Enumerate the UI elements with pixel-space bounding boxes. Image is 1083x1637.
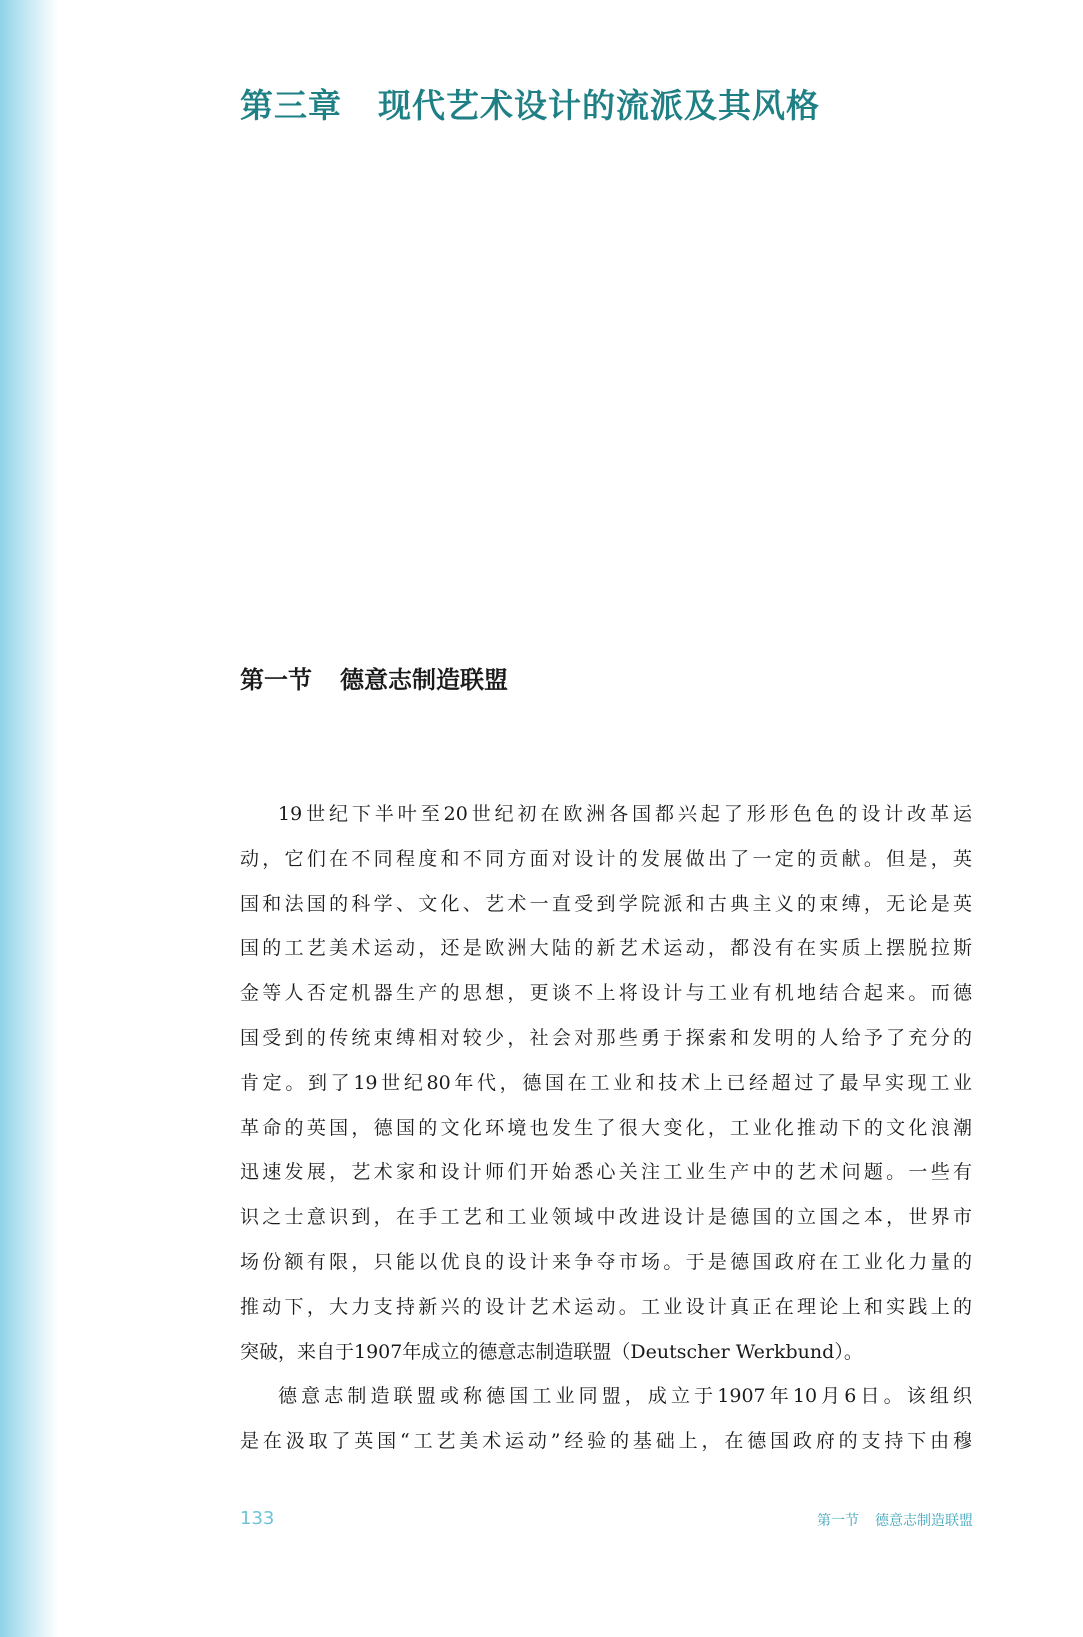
text-line: 突破，来自于1907年成立的德意志制造联盟（Deutscher Werkbund）。 — [240, 1340, 863, 1363]
text-line: 德意志制造联盟或称德国工业同盟，成立于1907年10月6日。该组织 — [278, 1385, 972, 1408]
text-line: 国和法国的科学、文化、艺术一直受到学院派和古典主义的束缚，无论是英 — [240, 892, 972, 915]
chapter-name: 现代艺术设计的流派及其风格 — [378, 86, 820, 125]
body-text — [240, 792, 972, 1464]
section-title — [240, 660, 508, 695]
text-line: 肯定。到了19世纪80年代，德国在工业和技术上已经超过了最早实现工业 — [240, 1071, 972, 1094]
text-line: 迅速发展，艺术家和设计师们开始悉心关注工业生产中的艺术问题。一些有 — [240, 1161, 972, 1184]
footer-section-number: 第一节 — [817, 1513, 859, 1529]
text-line: 革命的英国，德国的文化环境也发生了很大变化，工业化推动下的文化浪潮 — [240, 1116, 972, 1139]
chapter-title — [240, 80, 820, 127]
text-line: 金等人否定机器生产的思想，更谈不上将设计与工业有机地结合起来。而德 — [240, 982, 972, 1005]
page-edge-gradient — [0, 0, 58, 1637]
footer-section-title: 德意志制造联盟 — [875, 1513, 973, 1529]
text-line: 国受到的传统束缚相对较少，社会对那些勇于探索和发明的人给予了充分的 — [240, 1026, 972, 1049]
text-line: 是在汲取了英国“工艺美术运动”经验的基础上，在德国政府的支持下由穆 — [240, 1430, 972, 1453]
text-line: 19世纪下半叶至20世纪初在欧洲各国都兴起了形形色色的设计改革运 — [278, 803, 972, 825]
text-line: 识之士意识到，在手工艺和工业领域中改进设计是德国的立国之本，世界市 — [240, 1206, 972, 1229]
text-line: 推动下，大力支持新兴的设计艺术运动。工业设计真正在理论上和实践上的 — [240, 1295, 972, 1318]
page-number: 133 — [240, 1508, 275, 1529]
text-line: 场份额有限，只能以优良的设计来争夺市场。于是德国政府在工业化力量的 — [240, 1250, 972, 1273]
chapter-number: 第三章 — [240, 86, 342, 125]
running-footer — [817, 1510, 973, 1530]
text-line: 国的工艺美术运动，还是欧洲大陆的新艺术运动，都没有在实质上摆脱拉斯 — [240, 937, 972, 960]
section-number: 第一节 — [240, 665, 312, 694]
text-line: 动，它们在不同程度和不同方面对设计的发展做出了一定的贡献。但是，英 — [240, 847, 972, 870]
section-name: 德意志制造联盟 — [340, 665, 508, 694]
